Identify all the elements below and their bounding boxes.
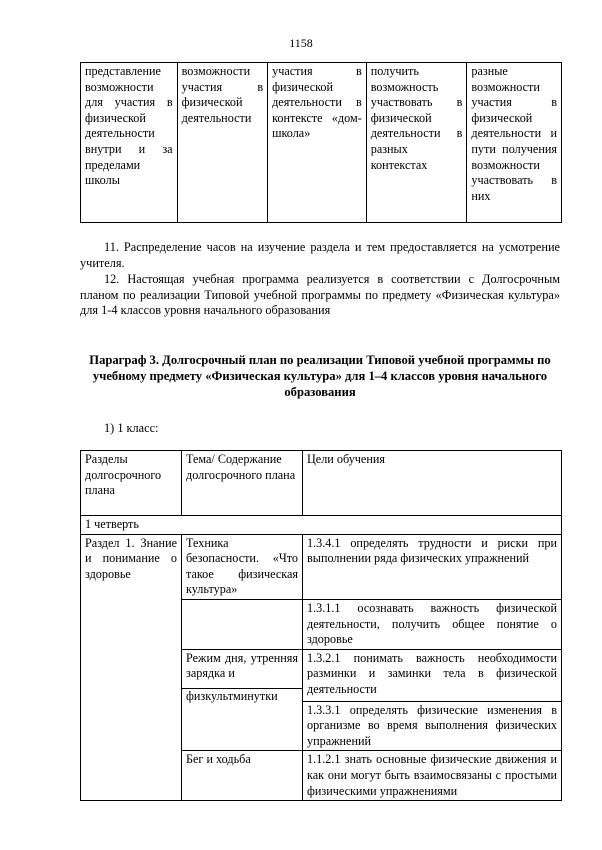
paragraph-12-text: 12. Настоящая учебная программа реализуется в соответствии с Долгосрочным планом по реализации Типовой учебной программы по предмету «Физическая культура» для 1-4 классов уровня начального образования — [80, 272, 560, 318]
topic-cell: Техника безопасности. «Что такое физическая культура» — [182, 534, 303, 599]
section-heading: Параграф 3. Долгосрочный план по реализации Типовой учебной программы по учебному предмету «Физическая культура» для 1–4 классов уровня начального образования — [89, 353, 551, 399]
topic-cell: Бег и ходьба — [182, 751, 303, 801]
topic-cell-spacer — [182, 599, 303, 649]
quarter-row — [81, 516, 562, 535]
header-goals: Цели обучения — [303, 451, 562, 516]
goal-text: 1.3.3.1 определять физические изменения в организме во время выполнения физических упражнений — [303, 701, 561, 751]
paragraph-12 — [80, 272, 560, 319]
table-cell: возможности участия в физической деятельности — [177, 63, 268, 223]
table-cell: представление возможности для участия в физической деятельности внутри и за пределами школы — [81, 63, 178, 223]
header-sections: Разделы долгосрочного плана — [81, 451, 182, 516]
grade-subheading: 1) 1 класс: — [104, 421, 159, 435]
header-topic: Тема/ Содержание долгосрочного плана — [182, 451, 303, 516]
table-cell: разные возможности участия в физической деятельности и пути получения возможности участвовать в них — [467, 63, 562, 223]
section-cell — [81, 534, 182, 801]
quarter-label: 1 четверть — [81, 516, 562, 535]
goal-cell — [303, 649, 562, 751]
table-row — [81, 63, 562, 223]
paragraph-11 — [80, 240, 560, 271]
page-number: 1158 — [289, 36, 313, 50]
table-header-row — [81, 451, 562, 516]
goal-cell: 1.3.1.1 осознавать важность физической деятельности, получить общее понятие о здоровье — [303, 599, 562, 649]
table-row — [81, 534, 562, 599]
long-term-plan-table — [80, 450, 562, 801]
topic-text: физкультминутки — [182, 688, 302, 705]
goal-text: 1.3.2.1 понимать важность необходимости разминки и заминки тела в физической деятельности — [307, 650, 557, 696]
topic-cell — [182, 649, 303, 751]
topic-text: Режим дня, утренняя зарядка и — [186, 650, 298, 681]
paragraph-11-text: 11. Распределение часов на изучение раздела и тем предоставляется на усмотрение учителя. — [80, 240, 560, 270]
goal-cell: 1.3.4.1 определять трудности и риски при выполнении ряда физических упражнений — [303, 534, 562, 599]
outcomes-table-continued — [80, 62, 562, 223]
goal-cell: 1.1.2.1 знать основные физические движения и как они могут быть взаимосвязаны с простыми физическими упражнениями — [303, 751, 562, 801]
table-cell: получить возможность участвовать в физической деятельности в разных контекстах — [366, 63, 467, 223]
section-label: Раздел 1. Знание и понимание о здоровье — [85, 535, 177, 581]
table-cell: участия в физической деятельности в контексте «дом-школа» — [268, 63, 367, 223]
